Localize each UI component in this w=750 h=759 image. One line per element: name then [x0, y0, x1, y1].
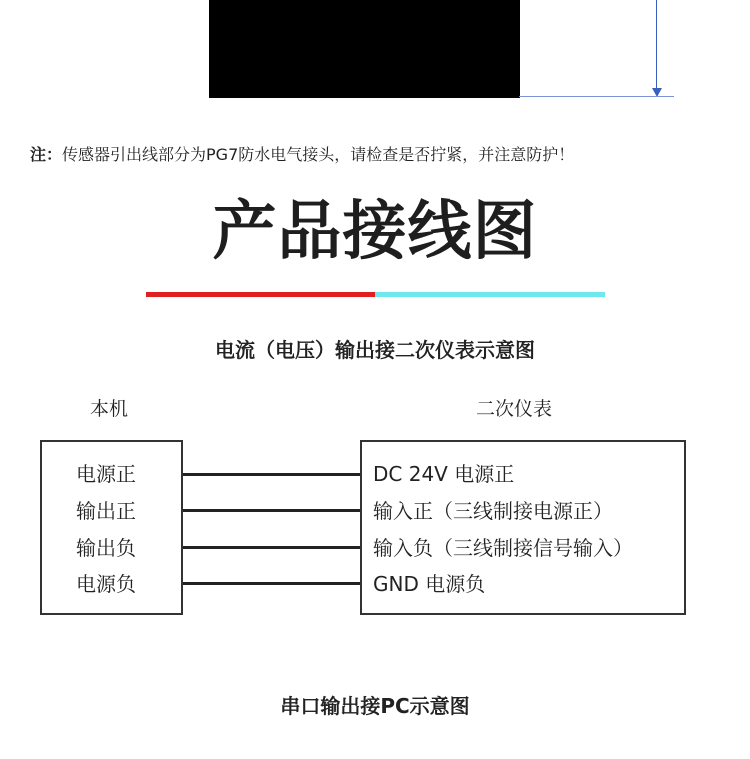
right-terminal: 输入正（三线制接电源正）: [373, 499, 613, 523]
dimension-line: [656, 0, 657, 94]
note-text: 传感器引出线部分为PG7防水电气接头，请检查是否拧紧，并注意防护！: [62, 145, 575, 164]
right-terminal: 输入负（三线制接信号输入）: [373, 536, 633, 560]
heading-underline-red: [146, 292, 375, 297]
left-device-label: 本机: [90, 398, 129, 420]
wire: [183, 546, 360, 549]
wire: [183, 473, 360, 476]
right-terminal: GND 电源负: [373, 572, 486, 596]
diagram-title-current-voltage: 电流（电压）输出接二次仪表示意图: [215, 338, 535, 362]
section-heading: 产品接线图: [212, 195, 538, 269]
heading-underline-cyan: [375, 292, 605, 297]
installation-note: [30, 144, 574, 166]
right-terminal: DC 24V 电源正: [373, 462, 515, 486]
left-terminal: 输出正: [76, 499, 136, 523]
product-image: [209, 0, 520, 98]
dimension-baseline: [519, 96, 674, 97]
wire: [183, 509, 360, 512]
left-terminal: 输出负: [76, 536, 136, 560]
diagram-title-serial-pc: 串口输出接PC示意图: [280, 694, 470, 718]
left-terminal: 电源正: [76, 462, 136, 486]
wire: [183, 582, 360, 585]
left-terminal: 电源负: [76, 572, 136, 596]
right-device-label: 二次仪表: [476, 398, 553, 420]
note-label: 注：: [30, 145, 63, 164]
